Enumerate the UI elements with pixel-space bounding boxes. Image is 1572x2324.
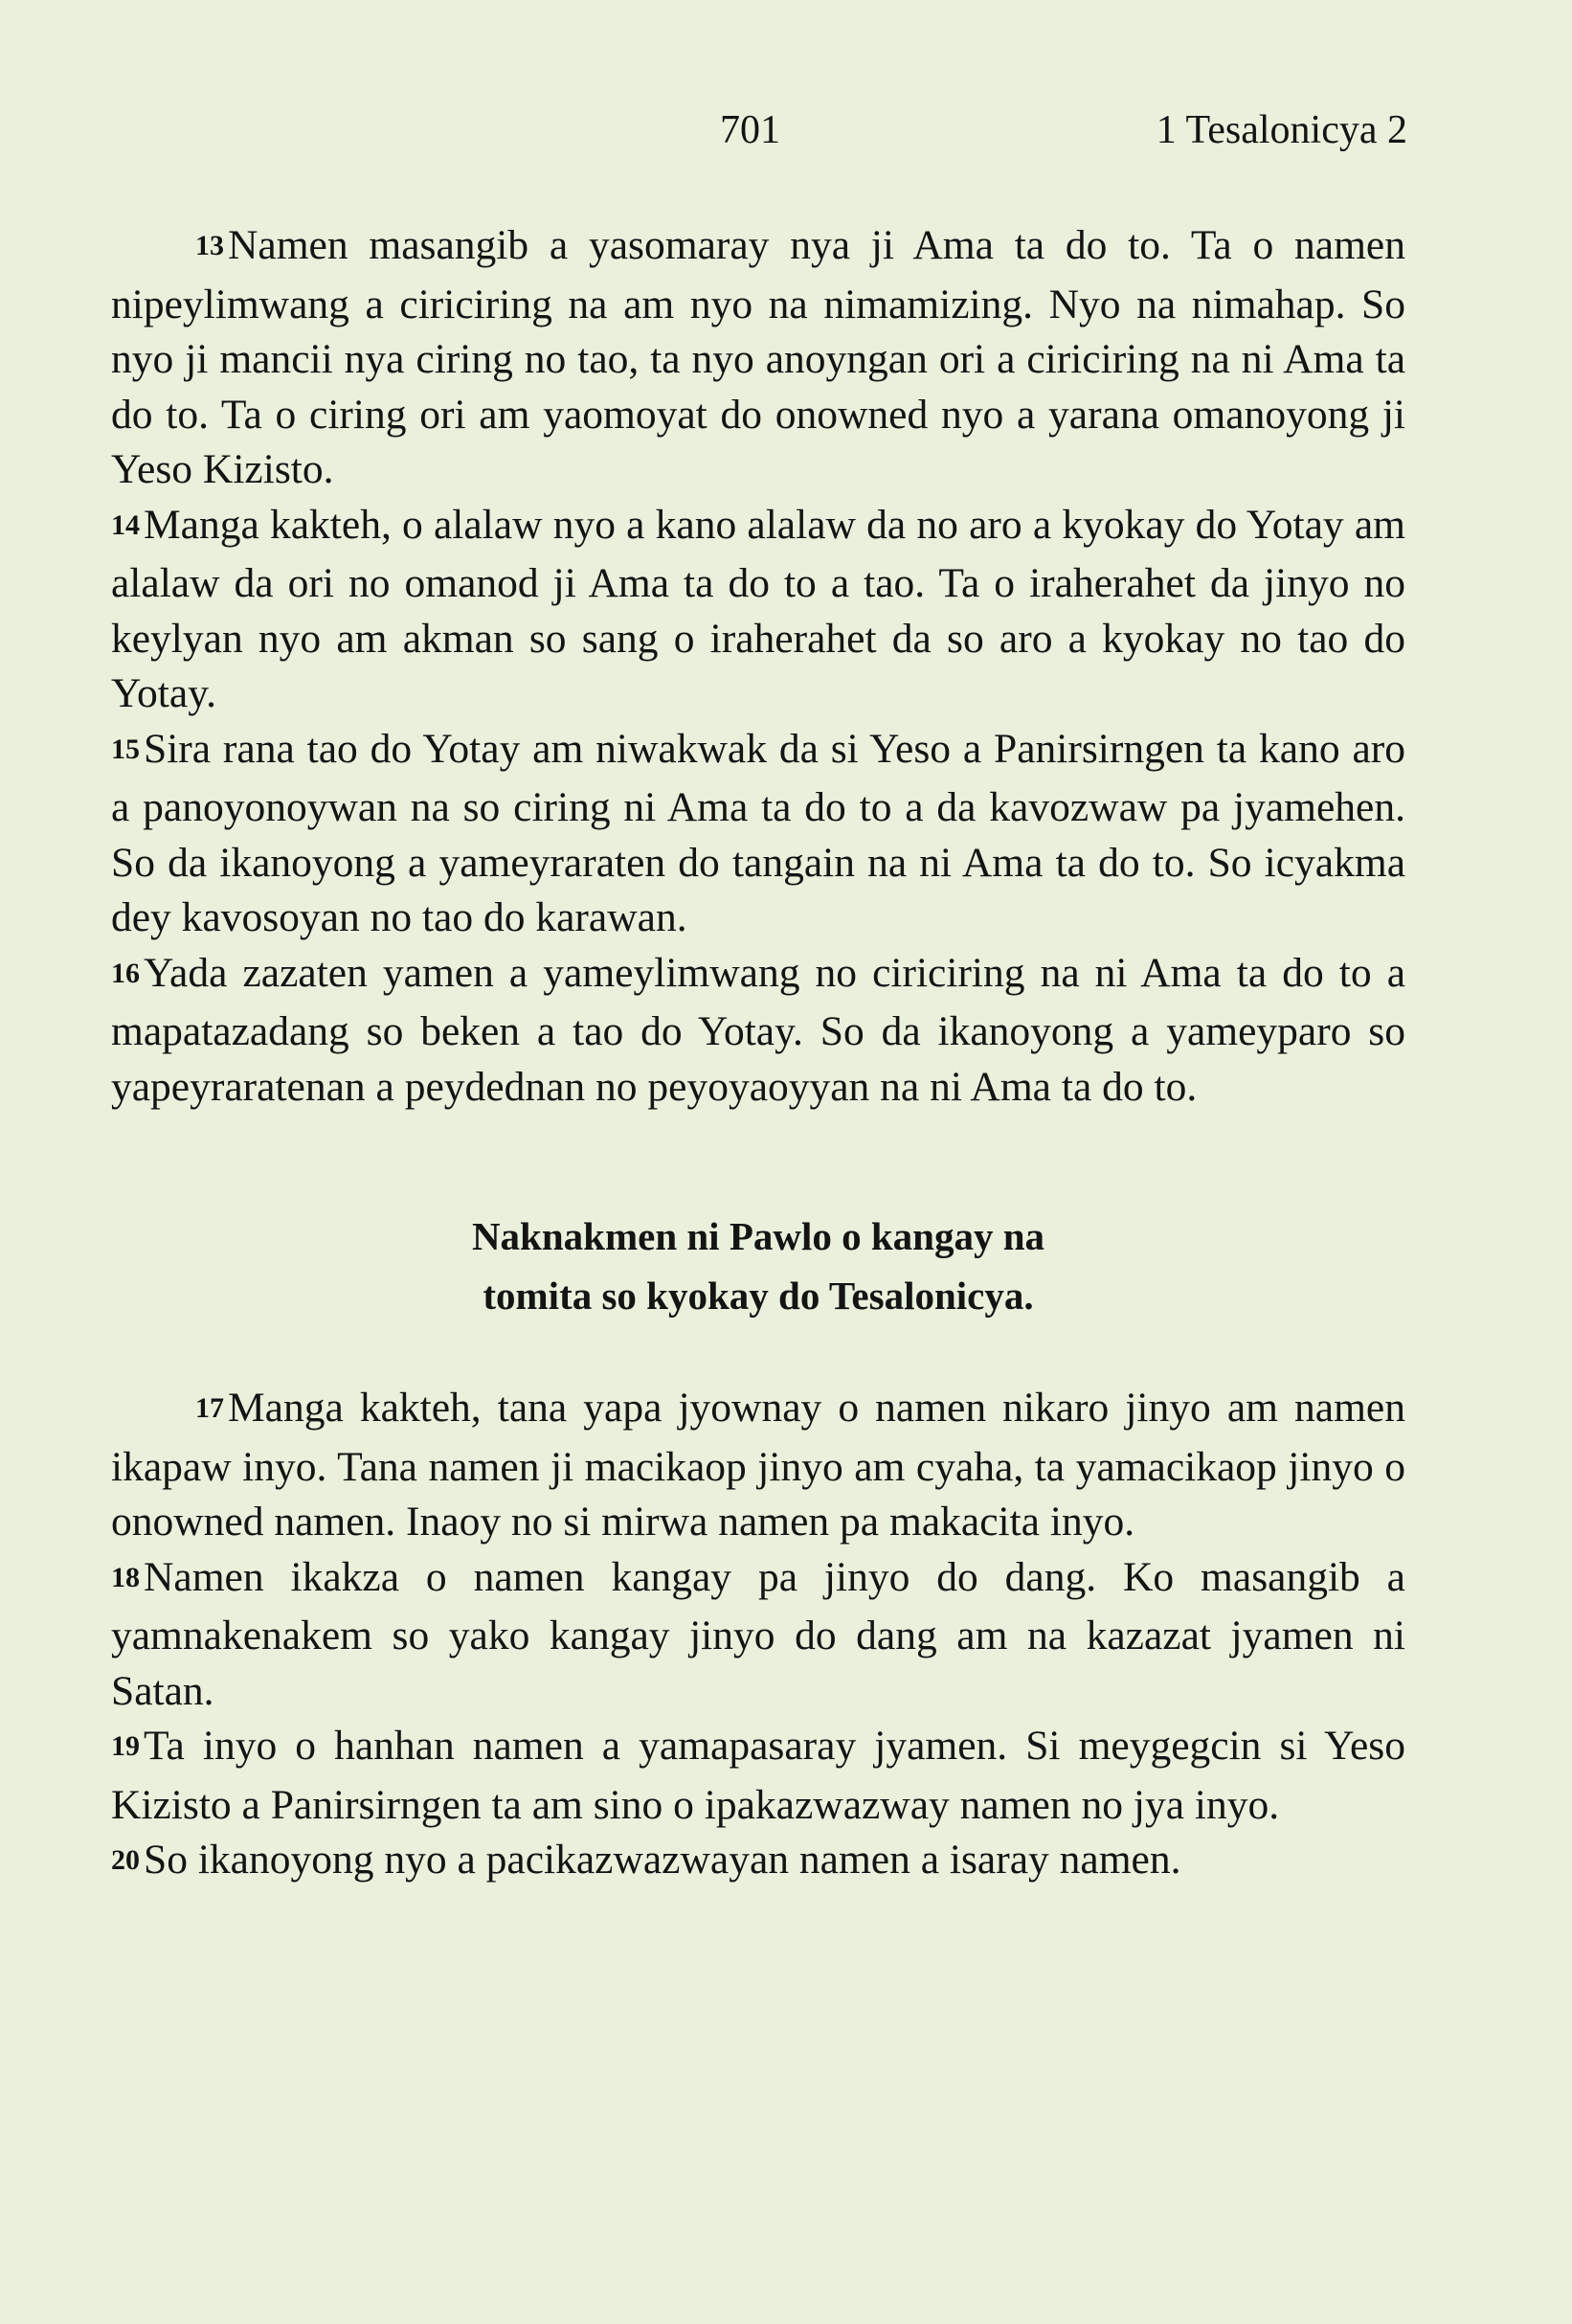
verse-16 xyxy=(111,946,1405,1116)
page-body xyxy=(111,218,1405,1892)
verse-text: Manga kakteh, o alalaw nyo a kano alalaw da no aro a kyokay do Yotay am alalaw da ori no omanod ji Ama ta do to a tao. Ta o iraherahet da jinyo no keylyan nyo am akman so sang o iraherahet da so aro a kyokay no tao do Yotay. xyxy=(111,501,1405,716)
verse-13 xyxy=(111,218,1405,498)
verse-number: 17 xyxy=(195,1392,224,1424)
verse-number: 20 xyxy=(111,1844,140,1876)
verse-text: Sira rana tao do Yotay am niwakwak da si Yeso a Panirsirngen ta kano aro a panoyonoywan na so ciring ni Ama ta do to a da kavozwaw pa jyamehen. So da ikanoyong a yameyraraten do tangain na ni Ama ta do to. So icyakma dey kavosoyan no tao do karawan. xyxy=(111,725,1405,940)
verse-text: Yada zazaten yamen a yameylimwang no ciriciring na ni Ama ta do to a mapatazadang so beken a tao do Yotay. So da ikanoyong a yameyparo so yapeyraratenan a peydednan no peyoyaoyyan na ni Ama ta do to. xyxy=(111,949,1405,1110)
verse-17 xyxy=(111,1381,1405,1550)
section-heading-line: tomita so kyokay do Tesalonicya. xyxy=(483,1274,1034,1318)
verse-number: 15 xyxy=(111,733,140,765)
verse-20 xyxy=(111,1833,1405,1892)
page-number: 701 xyxy=(720,108,780,152)
verse-18 xyxy=(111,1550,1405,1720)
verse-19 xyxy=(111,1719,1405,1833)
verse-number: 18 xyxy=(111,1561,140,1593)
verse-text: Namen ikakza o namen kangay pa jinyo do dang. Ko masangib a yamnakenakem so yako kangay jinyo do dang am na kazazat jyamen ni Satan. xyxy=(111,1553,1405,1714)
verse-number: 16 xyxy=(111,957,140,989)
book-chapter-reference: 1 Tesalonicya 2 xyxy=(1156,108,1407,152)
verse-number: 13 xyxy=(195,230,224,261)
verse-text: Ta inyo o hanhan namen a yamapasaray jyamen. Si meygegcin si Yeso Kizisto a Panirsirngen ta am sino o ipakazwazway namen no jya inyo. xyxy=(111,1723,1405,1828)
section-heading-line: Naknakmen ni Pawlo o kangay na xyxy=(471,1214,1045,1258)
section-heading xyxy=(111,1207,1405,1325)
verse-text: So ikanoyong nyo a pacikazwazwayan namen a isaray namen. xyxy=(144,1837,1181,1883)
verse-text: Namen masangib a yasomaray nya ji Ama ta do to. Ta o namen nipeylimwang a ciriciring na am nyo na nimamizing. Nyo na nimahap. So nyo ji mancii nya ciring no tao, ta nyo anoyngan ori a ciriciring na ni Ama ta do to. Ta o ciring ori am yaomoyat do onowned nyo a yarana omanoyong ji Yeso Kizisto. xyxy=(111,222,1405,492)
running-header xyxy=(0,107,1572,165)
verse-15 xyxy=(111,722,1405,946)
verse-14 xyxy=(111,498,1405,722)
verse-number: 14 xyxy=(111,508,140,541)
verse-text: Manga kakteh, tana yapa jyownay o namen nikaro jinyo am namen ikapaw inyo. Tana namen ji macikaop jinyo am cyaha, ta yamacikaop jinyo o onowned namen. Inaoy no si mirwa namen pa makacita inyo. xyxy=(111,1385,1405,1545)
verse-number: 19 xyxy=(111,1730,140,1762)
